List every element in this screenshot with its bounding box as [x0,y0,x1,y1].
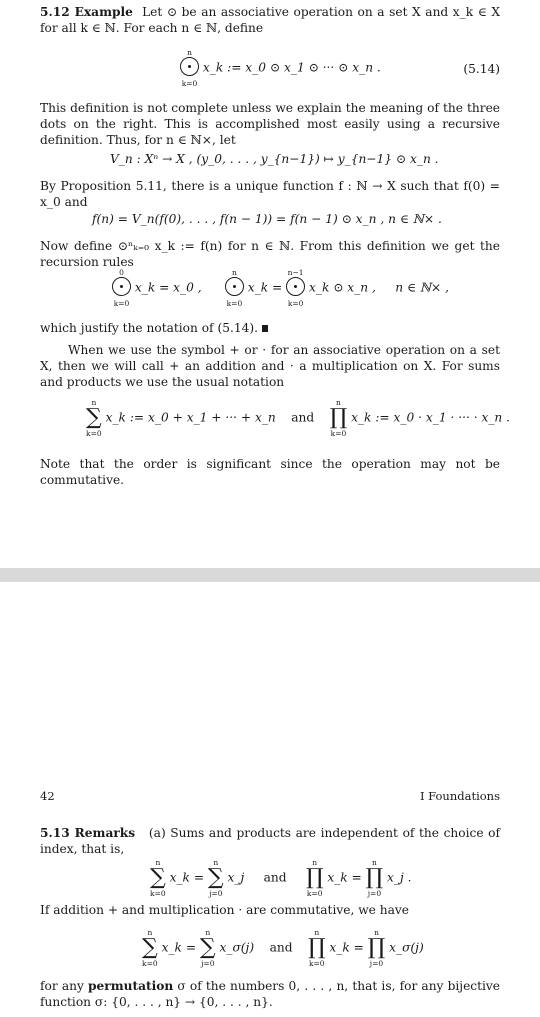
equation-f-recursion [92,212,442,226]
equation-part: x_k = x_0 , [134,280,202,295]
product-operator [308,928,326,968]
sum-operator [150,858,166,898]
sum-operator [86,398,102,438]
example-5-12 [40,4,500,36]
big-odot-operator [286,268,305,308]
big-odot-icon [180,57,199,76]
paragraph-text: Note that the order is significant since the operation may not be commutative. [40,457,500,487]
big-odot-icon [112,277,131,296]
example-intro-text: Let ⊙ be an associative operation on a set X and x_k ∈ X for all k ∈ ℕ. For each n ∈ ℕ, define [40,5,501,35]
equation-body: V_n : Xⁿ → X , (y_0, . . . , y_{n−1}) ↦ y_{n−1} ⊙ x_n . [110,152,439,166]
big-odot-operator [112,268,131,308]
page-bottom [0,582,540,1017]
upper-limit: n [187,48,192,57]
upper-limit: n [91,398,97,407]
qed-square-icon [262,325,268,332]
lower-limit: j=0 [209,889,223,898]
paragraph-text: When we use the symbol + or · for an associative operation on a set X, then we will call + an addition and · a multiplication on X. For sums and products we use the usual notation [40,343,500,389]
equation-conjunction: and [291,410,315,425]
equation-part: x_k = [161,940,197,955]
lower-limit: k=0 [226,299,243,308]
lower-limit: j=0 [369,959,384,968]
lower-limit: k=0 [142,959,158,968]
pi-icon: ∏ [308,935,326,960]
equation-conjunction: and [263,870,287,885]
upper-limit: n [371,858,377,867]
page-number: 42 [40,789,55,803]
equation-body: x_k := x_0 ⊙ x_1 ⊙ ··· ⊙ x_n . [202,60,381,75]
paragraph-text: If addition + and multiplication · are commutative, we have [40,903,409,917]
upper-limit: n [374,928,379,937]
big-odot-operator [225,268,244,308]
page-separator [0,568,540,582]
remarks-heading: 5.13 Remarks [40,826,136,840]
pi-icon: ∏ [365,865,384,890]
lower-limit: k=0 [287,299,304,308]
sigma-icon: ∑ [150,865,166,890]
lower-limit: k=0 [308,959,325,968]
upper-limit: n [336,398,341,407]
equation-part: x_j . [387,870,412,885]
sigma-icon: ∑ [207,865,224,890]
pi-icon: ∏ [367,935,386,960]
upper-limit: n [155,858,161,867]
equation-part: x_k := x_0 + x_1 + ··· + x_n [105,410,276,425]
product-operator [368,928,386,968]
remarks-intro-text: (a) Sums and products are independent of the choice of index, that is, [40,826,500,856]
lower-limit: k=0 [150,889,166,898]
paragraph-addition [40,342,500,390]
sum-operator [208,858,224,898]
sum-operator [142,928,158,968]
paragraph-now-define [40,238,500,270]
sigma-icon: ∑ [199,935,216,960]
product-operator [330,398,348,438]
big-odot-icon [225,277,244,296]
remarks-5-13 [40,825,500,857]
lower-limit: k=0 [330,429,347,438]
lower-limit: j=0 [367,889,382,898]
equation-part: x_k = [169,870,205,885]
equation-conjunction: and [269,940,293,955]
upper-limit: n [205,928,211,937]
sum-operator [200,928,216,968]
upper-limit: n [147,928,153,937]
equation-part: n ∈ ℕ× , [395,280,449,295]
equation-part: x_σ(j) [389,940,424,955]
paragraph-text: Now define ⊙ⁿₖ₌₀ x_k := f(n) for n ∈ ℕ. From this definition we get the recursion rules [40,239,500,269]
pi-icon: ∏ [305,865,324,890]
running-chapter-title: I Foundations [419,789,500,803]
paragraph-definition-note [40,100,500,148]
equation-part: x_k ⊙ x_n , [309,280,376,295]
equation-part: x_k := x_0 · x_1 · ··· · x_n . [351,410,511,425]
example-paragraph-1 [40,4,500,36]
paragraph-proposition [40,178,500,210]
sigma-icon: ∑ [86,405,102,430]
equation-part: x_k = [247,280,283,295]
product-operator [366,858,384,898]
paragraph-commutative [40,902,500,918]
paragraph-text: This definition is not complete unless we explain the meaning of the three dots on the right. This is accomplished most easily using a recursive definition. Thus, for n ∈ ℕ×, let [40,101,500,147]
paragraph-justify [40,320,500,336]
upper-limit: 0 [119,268,124,277]
paragraph-text: for any [40,979,84,993]
equation-recursion-rules [112,268,449,308]
upper-limit: n [213,858,219,867]
equation-part: x_σ(j) [219,940,255,955]
paragraph-text: By Proposition 5.11, there is a unique function f : ℕ → X such that f(0) = x_0 and [40,179,500,209]
lower-limit: k=0 [181,79,198,88]
lower-limit: j=0 [201,959,215,968]
equation-number: (5.14) [463,62,500,76]
equation-index-independence [150,858,412,898]
pi-icon: ∏ [329,405,348,430]
equation-permutation [142,928,424,968]
equation-sum-prod [86,398,510,438]
example-heading: 5.12 Example [40,5,133,19]
paragraph-text: σ of the numbers 0, . . . , n, that is, for any bijective function σ: {0, . . . , n} → {0, . . . , n}. [40,979,501,1009]
equation-part: x_j [227,870,245,885]
upper-limit: n [312,858,318,867]
lower-limit: k=0 [306,889,323,898]
emphasized-term: permutation [88,979,174,993]
paragraph-text: which justify the notation of (5.14). [40,321,258,335]
product-operator [306,858,324,898]
paragraph-permutation [40,978,500,1010]
equation-part: x_k = [327,870,362,885]
sigma-icon: ∑ [142,935,158,960]
equation-part: x_k = [329,940,364,955]
lower-limit: k=0 [86,429,102,438]
lower-limit: k=0 [113,299,130,308]
paragraph-order-note [40,456,500,488]
big-odot-operator [180,48,199,88]
equation-5-14 [180,48,381,88]
equation-vn [110,152,439,166]
upper-limit: n−1 [287,268,304,277]
upper-limit: n [314,928,320,937]
big-odot-icon [286,277,305,296]
equation-body: f(n) = V_n(f(0), . . . , f(n − 1)) = f(n − 1) ⊙ x_n , n ∈ ℕ× . [92,212,442,226]
upper-limit: n [232,268,237,277]
